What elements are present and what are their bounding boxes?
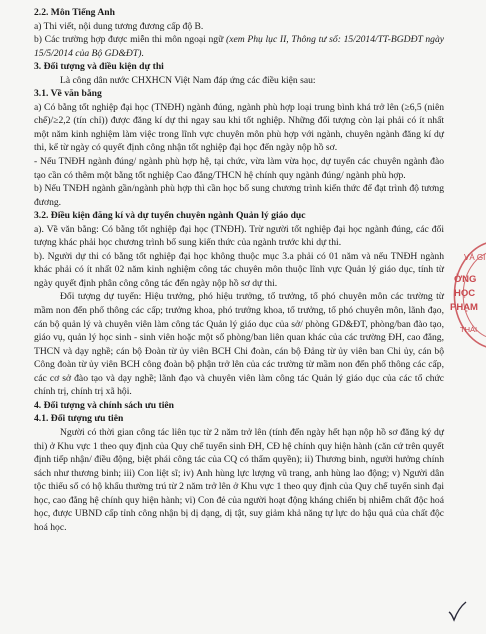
paragraph [34,290,444,398]
paragraph [34,426,444,534]
subsection-heading [34,87,444,101]
paragraph [34,20,444,34]
paragraph [34,223,444,250]
subsection-heading [34,209,444,223]
paragraph-text: 4. Đối tượng và chính sách ưu tiên [34,399,174,411]
paragraph-text: 4.1. Đối tượng ưu tiên [34,413,124,425]
paragraph [34,33,444,60]
paragraph-text: 3. Đối tượng và điều kiện dự thi [34,61,164,73]
stamp-text-1: VÀ GI [464,253,486,262]
paragraph [34,250,444,291]
section-heading [34,399,444,413]
seal-graphic [444,240,486,350]
paragraph [34,101,444,155]
stamp-text-4: PHẠM [450,302,478,313]
stamp-text-5: THÁI [460,325,478,334]
paragraph-text: Người có thời gian công tác liên tục từ 2 năm trở lên (tính đến ngày hết hạn nộp hồ sơ đăng ký dự thi) ở Khu vực 1 theo quy định của Quy chế tuyển sinh ĐH, CĐ hệ chính quy hiện hành (căn cứ trên quyết định tiếp nhận/ điều động, biệt phái công tác của CQ có thẩm quyền); ii) Thương binh, người hưởng chính sách như thương binh; iii) Con liệt sĩ; iv) Anh hùng lực lượng vũ trang, anh hùng lao động; v) Người dân tộc thiểu số có hộ khẩu thường trú từ 2 năm trở lên ở Khu vực 1 theo quy định của Quy chế tuyển sinh đại học, cao đẳng hệ chính quy hiện hành; vi) Con đẻ của người hoạt động kháng chiến bị nhiễm chất độc hoá học, được UBND cấp tỉnh công nhận bị dị dạng, dị tật, suy giảm khả năng tự lực do hậu quả của chất độc hoá học. [34,426,444,533]
signature-check-mark [446,600,468,622]
stamp-text-2: ỜNG [454,274,477,285]
trailing-punctuation: . [141,47,144,59]
section-heading [34,6,444,20]
paragraph-text: - Nếu TNĐH ngành đúng/ ngành phù hợp hệ, tại chức, vừa làm vừa học, dự tuyển các chuyên ngành đào tạo cần có thêm một bằng tốt nghiệp Cao đẳng/THCN hệ chính quy ngành đúng/ ngành phù hợp. [34,156,444,181]
paragraph-text: b) Nếu TNĐH ngành gần/ngành phù hợp thì cần học bổ sung chương trình kiến thức để đạt trình độ tương đương. [34,183,444,208]
document-body [34,6,444,534]
paragraph-text: a). Về văn bằng: Có bằng tốt nghiệp đại học (TNĐH). Trừ người tốt nghiệp đại học ngành đúng, các đối tượng khác phải học chương trình bổ sung kiến thức của ngành trước khi dự thi. [34,223,444,249]
paragraph-text: Đối tượng dự tuyển: Hiệu trưởng, phó hiệu trưởng, tổ trưởng, tổ phó chuyên môn các trường từ mầm non đến phổ thông các cấp; trưởng khoa, phó trưởng khoa, tổ trưởng, tổ phó chuyên môn, lãnh đạo, cán bộ quản lý và chuyên viên làm công tác Quản lý giáo dục của sở/ phòng GD&ĐT, phòng/ban đào tạo, giáo vụ, quản lý học sinh - sinh viên hoặc một số phòng/ban liên quan khác của các trường ĐH, cao đẳng, THCN và dạy nghề; cán bộ Đoàn từ ủy viên BCH Chi đoàn, cán bộ Đảng từ ủy viên ban Chi ủy, cán bộ Công đoàn từ ủy viên BCH công đoàn bộ phận trở lên của các trường từ mầm non đến phổ thông các cấp, các cơ sở đào tạo và dạy nghề; lãnh đạo và chuyên viên làm công tác Quản lý giáo dục của các tổ chức chính trị, chính trị xã hội. [34,291,444,398]
red-seal-stamp [444,240,486,350]
section-heading [34,60,444,74]
stamp-text-3: HỌC [454,288,476,299]
paragraph-text: 2.2. Môn Tiếng Anh [34,7,115,18]
paragraph-text: a) Thi viết, nội dung tương đương cấp độ B. [34,20,204,32]
paragraph-text: b). Người dự thi có bằng tốt nghiệp đại học không thuộc mục 3.a phải có 01 năm và nếu TNĐH ngành khác phải có ít nhất 02 năm kinh nghiệm công tác chuyên môn thuộc lĩnh vực Quản lý giáo dục, tính từ ngày quyết định phân công công tác đến ngày nộp hồ sơ dự thi. [34,250,444,289]
subsection-heading [34,412,444,426]
paragraph-text: b) Các trường hợp được miễn thi môn ngoại ngữ [34,34,224,46]
paragraph [34,74,444,88]
paragraph-text: 3.1. Về văn bằng [34,88,102,100]
paragraph-text: 3.2. Điều kiện đăng kí và dự tuyển chuyên ngành Quản lý giáo dục [34,210,306,222]
paragraph-text: Là công dân nước CHXHCN Việt Nam đáp ứng các điều kiện sau: [60,74,316,86]
paragraph [34,155,444,182]
paragraph [34,182,444,209]
paragraph-text: a) Có bằng tốt nghiệp đại học (TNĐH) ngành đúng, ngành phù hợp loại trung bình khá trở lên (≥6,5 (niên chế)/≥2,2 (tín chỉ)) được đăng kí dự thi ngay sau khi tốt nghiệp. Những đối tượng còn lại phải có ít nhất một năm kinh nghiệm làm việc trong lĩnh vực chuyên môn phù hợp với ngành, chuyên ngành đăng kí dự thi, kể từ ngày có quyết định công nhận tốt nghiệp đại học đến ngày nộp hồ sơ. [34,101,444,154]
italic-reference: (xem Phụ lục II, Thông tư số: 15/2014/TT-BGDĐT ngày 15/5/2014 của Bộ GD&ĐT) [34,34,444,59]
